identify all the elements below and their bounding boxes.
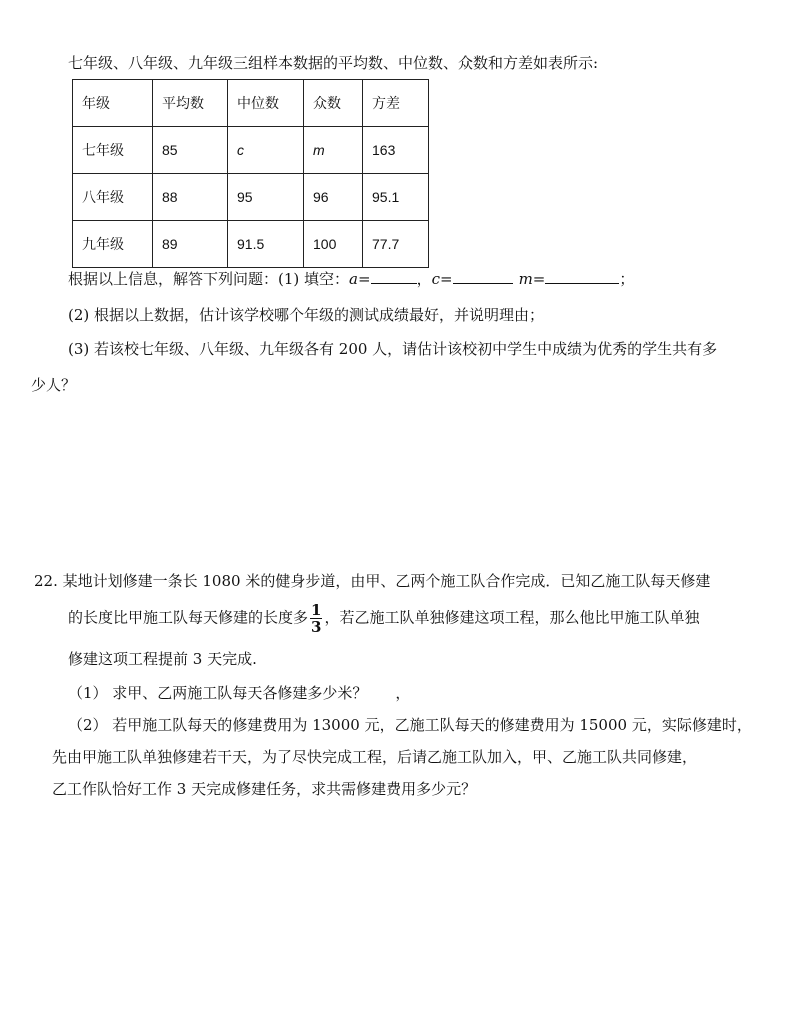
equals-sign: = [439,270,453,288]
problem-22-sub-2-line-3: 乙工作队恰好工作 3 天完成修建任务，求共需修建费用多少元？ [52,780,477,798]
semicolon: ； [619,270,635,288]
table-cell: c [228,127,304,174]
fraction-numerator: 1 [311,601,322,619]
question-3-line-2: 少人？ [31,376,77,394]
stats-table [72,79,429,268]
header-cell: 中位数 [228,80,304,127]
question-3-line-1: (3) 若该校七年级、八年级、九年级各有 200 人，请估计该校初中学生中成绩为优秀的学生共有多 [68,340,718,358]
stray-mark: ， [395,684,411,702]
problem-22-line-2 [68,602,699,635]
table-cell: 七年级 [73,127,153,174]
table-cell: 九年级 [73,221,153,268]
variable-m: m [518,270,533,288]
problem-22-sub-2-line-2: 先由甲施工队单独修建若干天，为了尽快完成工程，后请乙施工队加入，甲、乙施工队共同修建， [52,748,698,766]
problem-22-line-3: 修建这项工程提前 3 天完成. [68,650,257,668]
table-cell: m [304,127,363,174]
header-cell: 年级 [73,80,153,127]
problem-22-sub-1 [68,682,410,703]
question-1-fill-blank [68,268,634,289]
fraction-denominator: 3 [311,618,322,636]
header-cell: 平均数 [153,80,228,127]
answer-blank-c[interactable] [453,271,513,284]
table-row [73,174,429,221]
table-row [73,127,429,174]
question-2: (2) 根据以上数据，估计该学校哪个年级的测试成绩最好，并说明理由； [68,306,545,324]
table-cell: 163 [363,127,429,174]
variable-a: a [349,270,358,288]
table-header-row [73,80,429,127]
problem-22-sub-1-text: （1） 求甲、乙两施工队每天各修建多少米？ [68,684,368,702]
variable-c: c [431,270,440,288]
problem-22-line-2-before: 的长度比甲施工队每天修建的长度多 [68,608,309,627]
equals-sign: = [357,270,371,288]
table-cell: 100 [304,221,363,268]
table-cell: 96 [304,174,363,221]
problem-22-sub-2-line-1: （2） 若甲施工队每天的修建费用为 13000 元，乙施工队每天的修建费用为 15000 元，实际修建时， [68,716,752,734]
table-cell: 85 [153,127,228,174]
header-cell: 众数 [304,80,363,127]
table-cell: 八年级 [73,174,153,221]
fraction-one-third [310,602,322,635]
question-1-prefix: 根据以上信息，解答下列问题：(1) 填空： [68,270,350,288]
table-cell: 91.5 [228,221,304,268]
table-cell: 95.1 [363,174,429,221]
problem-22-line-2-after: ，若乙施工队单独修建这项工程，那么他比甲施工队单独 [324,608,700,627]
table-cell: 95 [228,174,304,221]
table-row [73,221,429,268]
table-cell: 77.7 [363,221,429,268]
header-cell: 方差 [363,80,429,127]
equals-sign: = [532,270,546,288]
answer-blank-m[interactable] [545,271,619,284]
problem-22-line-1: 22. 某地计划修建一条长 1080 米的健身步道，由甲、乙两个施工队合作完成．已知乙施工队每天修建 [34,572,711,590]
intro-text: 七年级、八年级、九年级三组样本数据的平均数、中位数、众数和方差如表所示: [68,54,599,72]
answer-blank-a[interactable] [371,271,417,284]
comma: ， [416,270,432,288]
table-cell: 88 [153,174,228,221]
table-cell: 89 [153,221,228,268]
